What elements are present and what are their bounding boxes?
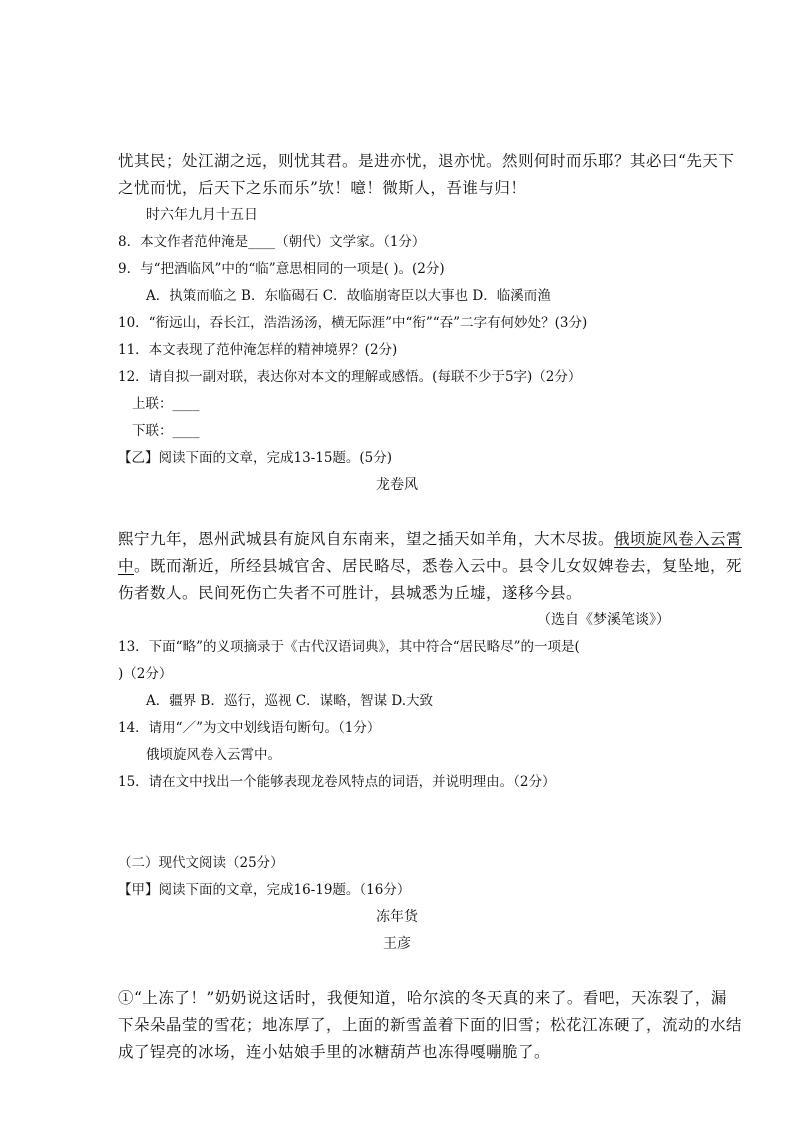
couplet-down: 下联：____ [132,423,200,439]
yi-text-line-1 [118,529,742,549]
question-13-tail: )（2分） [118,666,173,682]
question-13: 13．下面“略”的义项摘录于《古代汉语词典》，其中符合“居民略尽”的一项是( [118,639,580,655]
modern-section-header: （二）现代文阅读（25分） [118,855,284,871]
yi-text-line-3: 伤者数人。民间死伤亡失者不可胜计，县城悉为丘墟，遂移今县。 [118,584,583,602]
article-title: 冻年货 [376,909,418,925]
question-8: 8．本文作者范仲淹是____（朝代）文学家。（1分） [118,234,426,250]
question-11: 11．本文表现了范仲淹怎样的精神境界？(2分) [118,342,398,358]
classical-date: 时六年九月十五日 [146,207,258,223]
article-author: 王彦 [383,936,411,952]
question-14: 14．请用“／”为文中划线语句断句。（1分） [118,720,381,736]
section-yi-header: 【乙】阅读下面的文章，完成13-15题。(5分) [118,450,393,466]
yi-source: （选自《梦溪笔谈》） [537,612,670,628]
classical-text-line-2: 之忧而忧，后天下之乐而乐”欤！噫！微斯人，吾谁与归！ [118,179,527,197]
yi-underlined-sentence: 俄顷旋风卷入云霄 [614,530,743,548]
yi-underlined-sentence-end: 中 [118,557,135,575]
question-10: 10．“衔远山，吞长江，浩浩汤汤，横无际涯”中“衔”“吞”二字有何妙处？(3分) [118,315,588,331]
question-14-text: 俄顷旋风卷入云霄中。 [146,747,281,763]
classical-text-line-1: 忧其民；处江湖之远，则忧其君。是进亦忧，退亦忧。然则何时而乐耶？其必曰“先天下 [118,152,735,170]
yi-text-plain: 熙宁九年，恩州武城县有旋风自东南来，望之插天如羊角，大木尽拔。 [118,530,615,548]
question-9-options: A．执策而临之 B．东临碣石 C．故临崩寄臣以大事也 D．临溪而渔 [146,288,551,304]
couplet-up: 上联：____ [132,396,200,412]
article-para-line-1: ①“上冻了！”奶奶说这话时，我便知道，哈尔滨的冬天真的来了。看吧，天冻裂了，漏 [118,989,727,1007]
article-para-line-2: 下朵朵晶莹的雪花；地冻厚了，上面的新雪盖着下面的旧雪；松花江冻硬了，流动的水结 [118,1016,743,1034]
question-15: 15．请在文中找出一个能够表现龙卷风特点的词语，并说明理由。（2分） [118,774,556,790]
question-12: 12．请自拟一副对联，表达你对本文的理解或感悟。(每联不少于5字)（2分） [118,369,582,385]
yi-text-plain: 。既而渐近，所经县城官舍、居民略尽，悉卷入云中。县令儿女奴婢卷去，复坠地，死 [134,557,743,575]
article-para-line-3: 成了锃亮的冰场，连小姑娘手里的冰糖葫芦也冻得嘎嘣脆了。 [118,1043,551,1061]
section-jia-header: 【甲】阅读下面的文章，完成16-19题。（16分） [118,882,411,898]
question-13-options: A．疆界 B．巡行，巡视 C．谋略，智谋 D.大致 [146,693,434,709]
section-yi-title: 龙卷风 [376,477,418,493]
yi-text-line-2 [118,556,742,576]
question-9: 9．与“把酒临风”中的“临”意思相同的一项是( )。(2分) [118,261,445,277]
